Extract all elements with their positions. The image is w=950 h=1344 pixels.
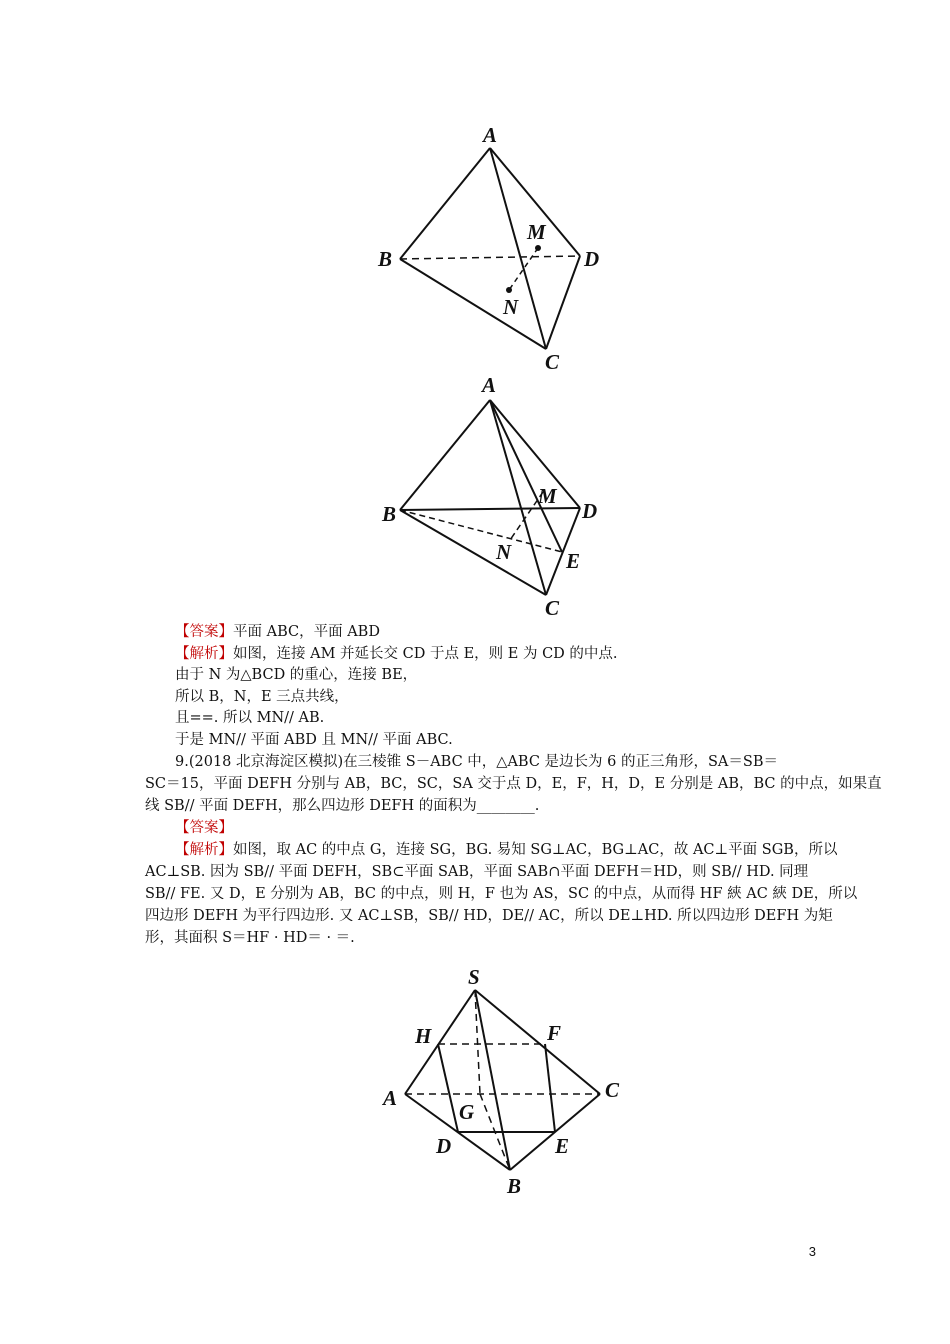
answer-line: [175, 622, 380, 642]
label-H: H: [415, 1024, 432, 1048]
label-F: F: [547, 1021, 562, 1045]
label-A: A: [383, 1086, 398, 1110]
label-A: A: [483, 123, 498, 147]
problem9-solution-line-5: 形，其面积 S＝HF · HD＝ · ＝.: [145, 930, 355, 946]
solution-line-1: [175, 644, 618, 664]
problem9-solution-line-4: 四边形 DEFH 为平行四边形. 又 AC⊥SB，SB// HD，DE// AC，所以 DE⊥HD. 所以四边形 DEFH 为矩: [145, 908, 833, 924]
label-C: C: [545, 596, 560, 620]
figure-tetrahedron-1: [370, 115, 620, 380]
label-C: C: [605, 1078, 620, 1102]
label-G: G: [459, 1100, 475, 1124]
figure-pyramid-sabc: [375, 960, 645, 1200]
answer-tag: 【答案】: [175, 624, 233, 640]
label-S: S: [468, 965, 480, 989]
solution-text-1: 如图，取 AC 的中点 G，连接 SG，BG. 易知 SG⊥AC，BG⊥AC，故 AC⊥平面 SGB，所以: [233, 842, 838, 858]
problem9-line-2: SC＝15，平面 DEFH 分别与 AB，BC，SC，SA 交于点 D，E，F，H，D，E 分别是 AB，BC 的中点，如果直: [145, 776, 882, 792]
label-D: D: [582, 499, 598, 523]
solution-line-4: 且==. 所以 MN// AB.: [175, 710, 325, 726]
answer-text: 平面 ABC，平面 ABD: [233, 624, 380, 640]
label-B: B: [507, 1174, 522, 1198]
label-E: E: [555, 1134, 570, 1158]
solution-line-5: 于是 MN// 平面 ABD 且 MN// 平面 ABC.: [175, 732, 453, 748]
label-D: D: [436, 1134, 452, 1158]
problem9-line-1: 9.(2018 北京海淀区模拟)在三棱锥 S－ABC 中，△ABC 是边长为 6 的正三角形，SA＝SB＝: [175, 754, 778, 770]
solution-line-2: 由于 N 为△BCD 的重心，连接 BE，: [175, 667, 418, 683]
problem9-solution-line-3: SB// FE. 又 D，E 分别为 AB，BC 的中点，则 H，F 也为 AS，SC 的中点，从而得 HF 綊 AC 綊 DE，所以: [145, 886, 858, 902]
label-E: E: [566, 549, 581, 573]
label-N: N: [496, 540, 512, 564]
solution-tag: 【解析】: [175, 842, 233, 858]
label-M: M: [538, 484, 557, 508]
label-M: M: [527, 220, 546, 244]
answer-tag: 【答案】: [175, 820, 233, 836]
problem9-solution-line-1: [175, 840, 837, 860]
problem9-line-3: 线 SB// 平面 DEFH，那么四边形 DEFH 的面积为________.: [145, 798, 540, 814]
page-number: 3: [808, 1244, 816, 1259]
problem9-answer-line: [175, 818, 233, 838]
label-N: N: [503, 295, 519, 319]
solution-line-3: 所以 B，N，E 三点共线，: [175, 689, 349, 705]
label-B: B: [378, 247, 393, 271]
solution-tag: 【解析】: [175, 646, 233, 662]
label-B: B: [382, 502, 397, 526]
label-C: C: [545, 350, 560, 374]
solution-text-1: 如图，连接 AM 并延长交 CD 于点 E，则 E 为 CD 的中点.: [233, 646, 618, 662]
problem9-solution-line-2: AC⊥SB. 因为 SB// 平面 DEFH，SB⊂平面 SAB，平面 SAB∩平面 DEFH＝HD，则 SB// HD. 同理: [145, 864, 809, 880]
label-D: D: [584, 247, 600, 271]
figure-tetrahedron-2: [370, 370, 620, 625]
label-A: A: [482, 373, 497, 397]
